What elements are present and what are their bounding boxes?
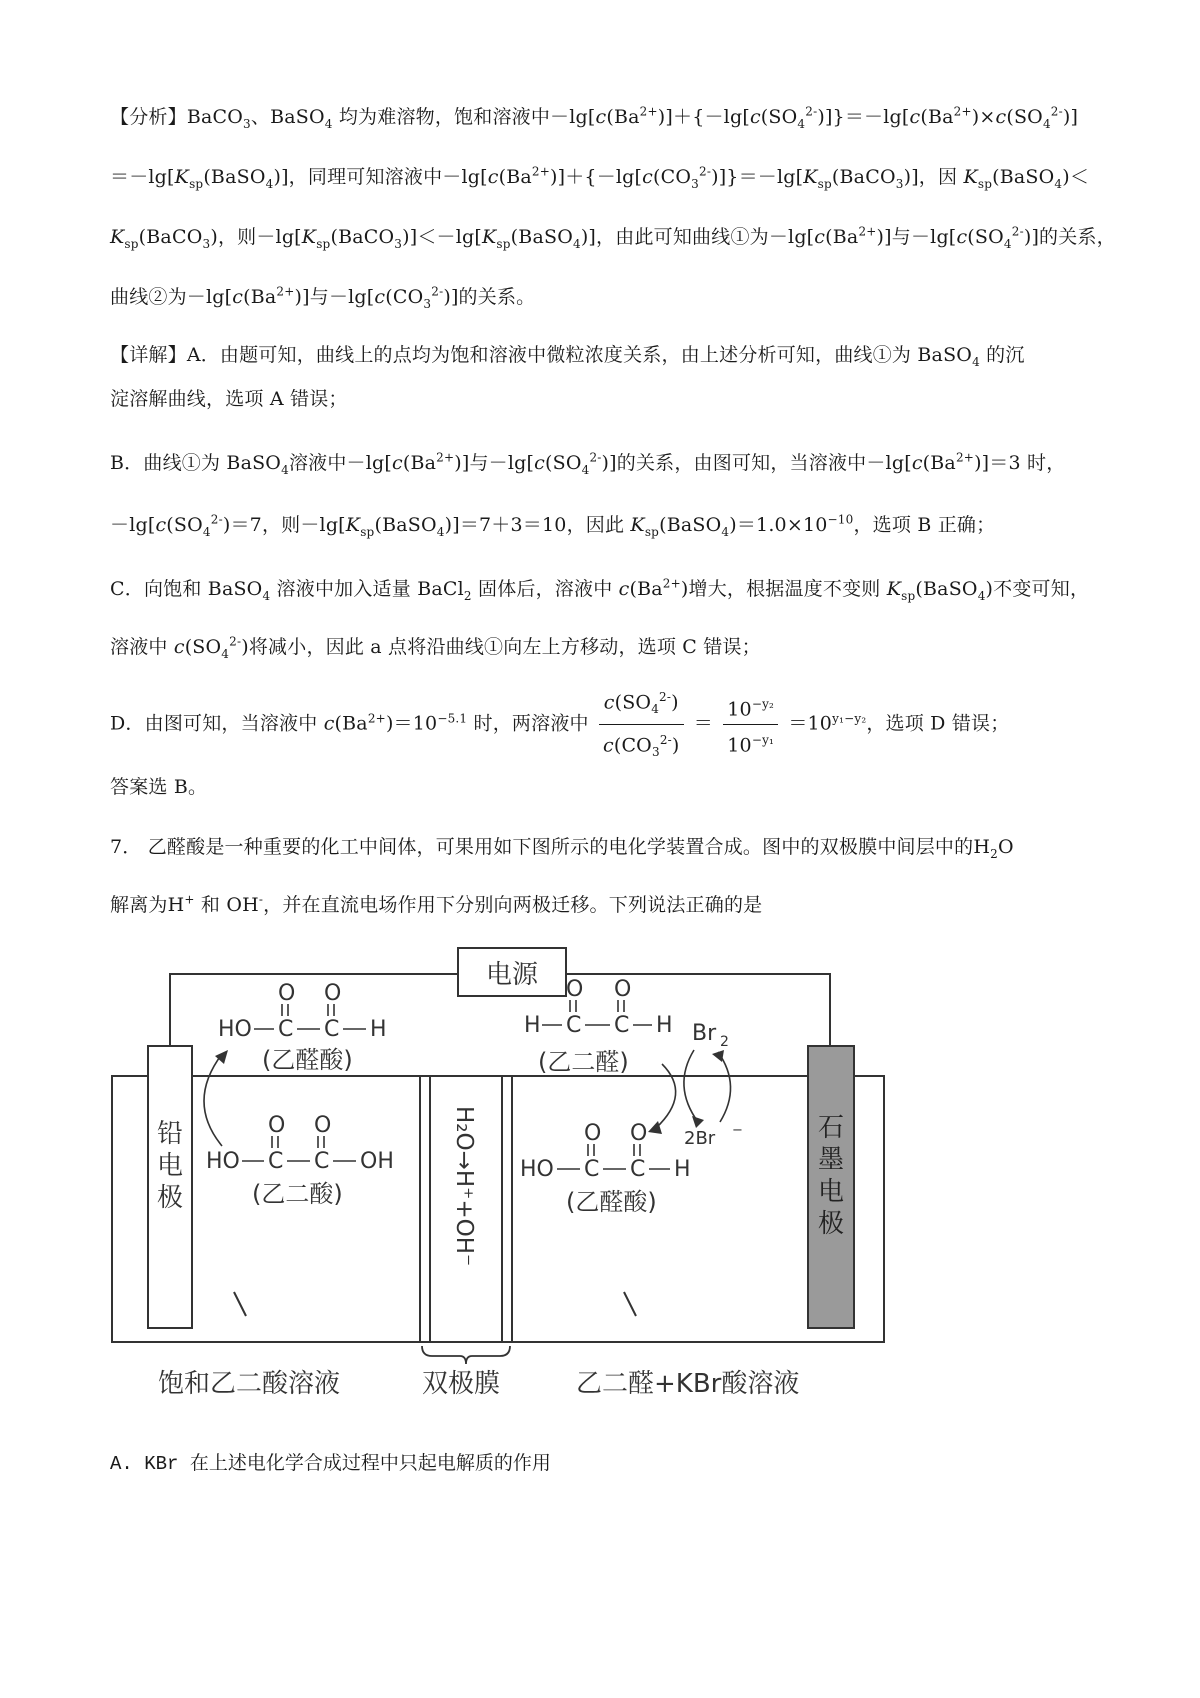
electrochemical-cell-diagram bbox=[110, 940, 890, 1420]
glyoxal-kbr-solution-label: 乙二醛+KBr酸溶液 bbox=[576, 1369, 800, 1399]
svg-text:2: 2 bbox=[720, 1034, 729, 1050]
svg-text:电: 电 bbox=[817, 1177, 845, 1207]
svg-text:O: O bbox=[314, 1113, 332, 1138]
svg-text:O: O bbox=[630, 1121, 648, 1146]
svg-text:O: O bbox=[584, 1121, 602, 1146]
left-reduction-arrow bbox=[204, 1054, 222, 1146]
detail-line-b2: $-\lg[c(SO_4^{2-})=7$，则$-\lg[K_{sp}(BaSO_4)]=7+3=10$，因此 $K_{sp}(BaSO_4)=1.0\times 10^{-10}$，选项 B 正确； bbox=[110, 512, 996, 539]
power-label: 电源 bbox=[485, 960, 539, 990]
so4-over-co3-fraction: $\frac{c(SO_4^{2-})}{c(CO_3^{2-})}$ bbox=[599, 682, 684, 767]
svg-text:C: C bbox=[630, 1157, 646, 1182]
power-fraction: $\frac{10^{-y_2}}{10^{-y_1}}$ bbox=[723, 689, 778, 761]
svg-text:O: O bbox=[324, 981, 342, 1006]
membrane-dissociation-label: H₂O→H⁺+OH⁻ bbox=[451, 1106, 477, 1267]
detail-line-d1: D．由图可知，当溶液中 $c(Ba^{2+})=10^{-5.1}$ 时，两溶液中 $\frac{c(SO_4^{2-})}{c(CO_3^{2-})}$ ＝ $\frac{10^{-y_2}}{10^{-y_1}}$ $=10^{y_1-y_2}$，选项 D 错误； bbox=[110, 682, 1009, 767]
svg-text:极: 极 bbox=[156, 1183, 184, 1213]
right-solution-pointer bbox=[624, 1292, 636, 1316]
svg-text:C: C bbox=[278, 1017, 294, 1042]
svg-text:H: H bbox=[656, 1013, 673, 1038]
bipolar-membrane-label: 双极膜 bbox=[422, 1369, 501, 1399]
bromide-label: 2Br bbox=[684, 1128, 716, 1149]
svg-text:OH: OH bbox=[360, 1149, 394, 1174]
detail-line-b1: B．曲线①为 BaSO$_4$溶液中$-\lg[c(Ba^{2+})]$与$-\lg[c(SO_4^{2-})]$的关系，由图可知，当溶液中$-\lg[c(Ba^{2+})]=3$ 时， bbox=[110, 450, 1066, 477]
saturated-oxalic-acid-label: 饱和乙二酸溶液 bbox=[158, 1369, 341, 1399]
svg-text:H: H bbox=[370, 1017, 387, 1042]
svg-text:H: H bbox=[674, 1157, 691, 1182]
bipolar-membrane bbox=[420, 1076, 512, 1364]
oxalic-acid-label: (乙二酸) bbox=[252, 1180, 343, 1208]
glyoxylic-acid-label-right: (乙醛酸) bbox=[566, 1188, 657, 1216]
detail-line-a2: 淀溶解曲线，选项 A 错误； bbox=[110, 388, 348, 410]
graphite-electrode bbox=[808, 1046, 854, 1328]
svg-text:C: C bbox=[584, 1157, 600, 1182]
bromine-cycle-labels bbox=[684, 1021, 743, 1149]
right-bottom-bonds bbox=[557, 1144, 670, 1169]
power-source bbox=[458, 948, 566, 996]
svg-text:O: O bbox=[278, 981, 296, 1006]
svg-text:O: O bbox=[614, 977, 632, 1002]
svg-text:C: C bbox=[614, 1013, 630, 1038]
glyoxal-label: (乙二醛) bbox=[538, 1048, 629, 1076]
svg-text:极: 极 bbox=[817, 1209, 845, 1239]
left-glyoxylic-acid-structure bbox=[218, 981, 387, 1074]
option-a: A. KBr 在上述电化学合成过程中只起电解质的作用 bbox=[110, 1453, 551, 1475]
svg-text:铅: 铅 bbox=[156, 1119, 184, 1149]
detail-line-c2: 溶液中 $c(SO_4^{2-})$将减小，因此 a 点将沿曲线①向左上方移动，选项 C 错误； bbox=[110, 634, 761, 661]
right-arrowhead bbox=[648, 1121, 662, 1134]
br2-label: Br bbox=[692, 1021, 717, 1046]
br2-to-bromide-arrow bbox=[684, 1050, 698, 1122]
svg-text:H: H bbox=[524, 1013, 541, 1038]
svg-text:石: 石 bbox=[817, 1113, 845, 1143]
electrolytic-tank bbox=[112, 1076, 884, 1342]
svg-text:C: C bbox=[268, 1149, 284, 1174]
svg-text:墨: 墨 bbox=[817, 1145, 845, 1175]
svg-text:电: 电 bbox=[156, 1151, 184, 1181]
analysis-line-3: $K_{sp}(BaCO_3)$，则$-\lg[K_{sp}(BaCO_3)]<-\lg[K_{sp}(BaSO_4)]$，由此可知曲线①为$-\lg[c(Ba^{2+})]$与$-\lg[c(SO_4^{2-})]$的关系， bbox=[110, 224, 1116, 251]
left-wire bbox=[170, 974, 458, 1048]
detail-line-c1: C．向饱和 BaSO$_4$ 溶液中加入适量 BaCl$_2$ 固体后，溶液中 $c(Ba^{2+})$增大，根据温度不变则 $K_{sp}(BaSO_4)$不变可知， bbox=[110, 576, 1090, 603]
svg-text:HO: HO bbox=[218, 1017, 252, 1042]
svg-text:C: C bbox=[566, 1013, 582, 1038]
glyoxylic-acid-label-left: (乙醛酸) bbox=[262, 1046, 353, 1074]
analysis-line-2: $=-\lg[K_{sp}(BaSO_4)]$，同理可知溶液中$-\lg[c(Ba^{2+})]+\{-\lg[c(CO_3^{2-})]\}=-\lg[K_{sp}(BaCO_3)]$，因 $K_{sp}(BaSO_4)<$ bbox=[110, 164, 1090, 191]
left-top-bonds bbox=[254, 1004, 366, 1029]
bromide-to-br2-arrow bbox=[718, 1052, 731, 1122]
svg-text:HO: HO bbox=[206, 1149, 240, 1174]
left-bottom-bonds bbox=[242, 1136, 356, 1161]
right-glyoxal-structure bbox=[524, 977, 673, 1076]
answer-line: 答案选 B。 bbox=[110, 776, 208, 798]
svg-text:O: O bbox=[268, 1113, 286, 1138]
analysis-line-1: 【分析】BaCO$_3$、BaSO$_4$ 均为难溶物，饱和溶液中$-\lg[c(Ba^{2+})]+\{-\lg[c(SO_4^{2-})]\}=-\lg[c(Ba^{2+})\times c(SO_4^{2-})]$ bbox=[110, 104, 1079, 131]
right-oxidation-arrow bbox=[656, 1064, 676, 1128]
analysis-line-4: 曲线②为$-\lg[c(Ba^{2+})]$与$-\lg[c(CO_3^{2-})]$的关系。 bbox=[110, 284, 536, 311]
detail-line-a1: 【详解】A．由题可知，曲线上的点均为饱和溶液中微粒浓度关系，由上述分析可知，曲线①为 BaSO$_4$ 的沉 bbox=[110, 344, 1025, 369]
lead-electrode bbox=[148, 1046, 192, 1328]
svg-text:C: C bbox=[314, 1149, 330, 1174]
svg-text:HO: HO bbox=[520, 1157, 554, 1182]
svg-text:C: C bbox=[324, 1017, 340, 1042]
question-7-line-1: 7． 乙醛酸是一种重要的化工中间体，可果用如下图所示的电化学装置合成。图中的双极膜中间层中的$H_2O$ bbox=[110, 836, 1014, 861]
left-solution-pointer bbox=[234, 1292, 246, 1316]
question-7-line-2: 解离为H+ 和 OH-，并在直流电场作用下分别向两极迁移。下列说法正确的是 bbox=[110, 892, 763, 916]
right-top-bonds bbox=[542, 1000, 652, 1025]
svg-text:−: − bbox=[732, 1123, 743, 1138]
svg-text:O: O bbox=[566, 977, 584, 1002]
membrane-brace bbox=[422, 1346, 510, 1364]
